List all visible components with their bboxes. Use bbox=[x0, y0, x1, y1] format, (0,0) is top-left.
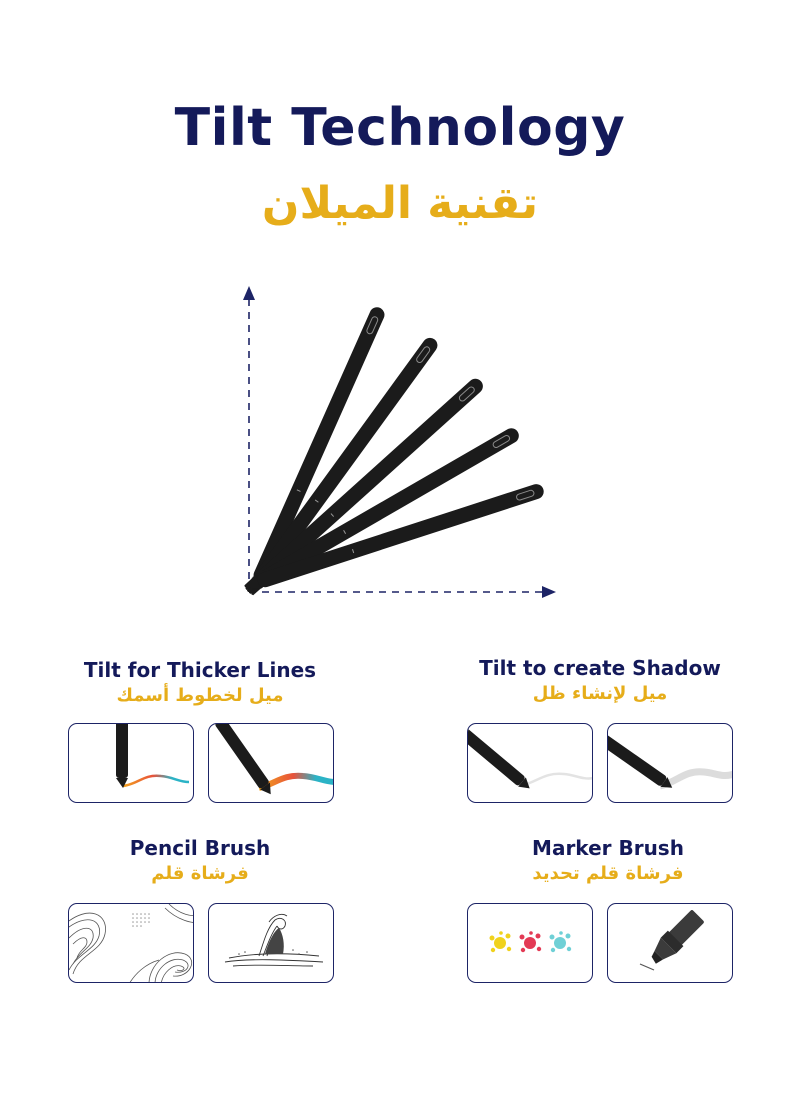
feature-shadow-subtitle: ميل لإنشاء ظل bbox=[532, 683, 668, 704]
feature-shadow-title: Tilt to create Shadow bbox=[479, 656, 721, 680]
x-axis-arrow-icon bbox=[542, 586, 556, 598]
red-splash-icon bbox=[520, 931, 542, 952]
feature-thicker-lines-title: Tilt for Thicker Lines bbox=[83, 658, 317, 682]
pencil-wave-sketch-card bbox=[208, 903, 334, 983]
yellow-splash-icon bbox=[490, 931, 512, 952]
tilt-illustration bbox=[230, 280, 570, 610]
thicker-lines-upright-card bbox=[68, 723, 194, 803]
page-title: Tilt Technology bbox=[174, 98, 626, 158]
feature-pencil-brush-subtitle: فرشاة قلم bbox=[151, 863, 249, 884]
marker-icon-card bbox=[607, 903, 733, 983]
thicker-lines-tilted-card bbox=[208, 723, 334, 803]
feature-thicker-lines-subtitle: ميل لخطوط أسمك bbox=[116, 685, 284, 706]
y-axis-arrow-icon bbox=[243, 286, 255, 300]
shadow-light-card bbox=[467, 723, 593, 803]
pencil-swirl-card bbox=[68, 903, 194, 983]
feature-marker-brush-subtitle: فرشاة قلم تحديد bbox=[532, 863, 684, 884]
marker-splashes-card bbox=[467, 903, 593, 983]
marker-icon bbox=[645, 908, 706, 969]
feature-marker-brush-title: Marker Brush bbox=[532, 836, 684, 860]
cyan-splash-icon bbox=[550, 931, 572, 952]
page-subtitle-arabic: تقنية الميلان bbox=[261, 178, 539, 229]
feature-pencil-brush-title: Pencil Brush bbox=[129, 836, 271, 860]
shadow-heavy-card bbox=[607, 723, 733, 803]
